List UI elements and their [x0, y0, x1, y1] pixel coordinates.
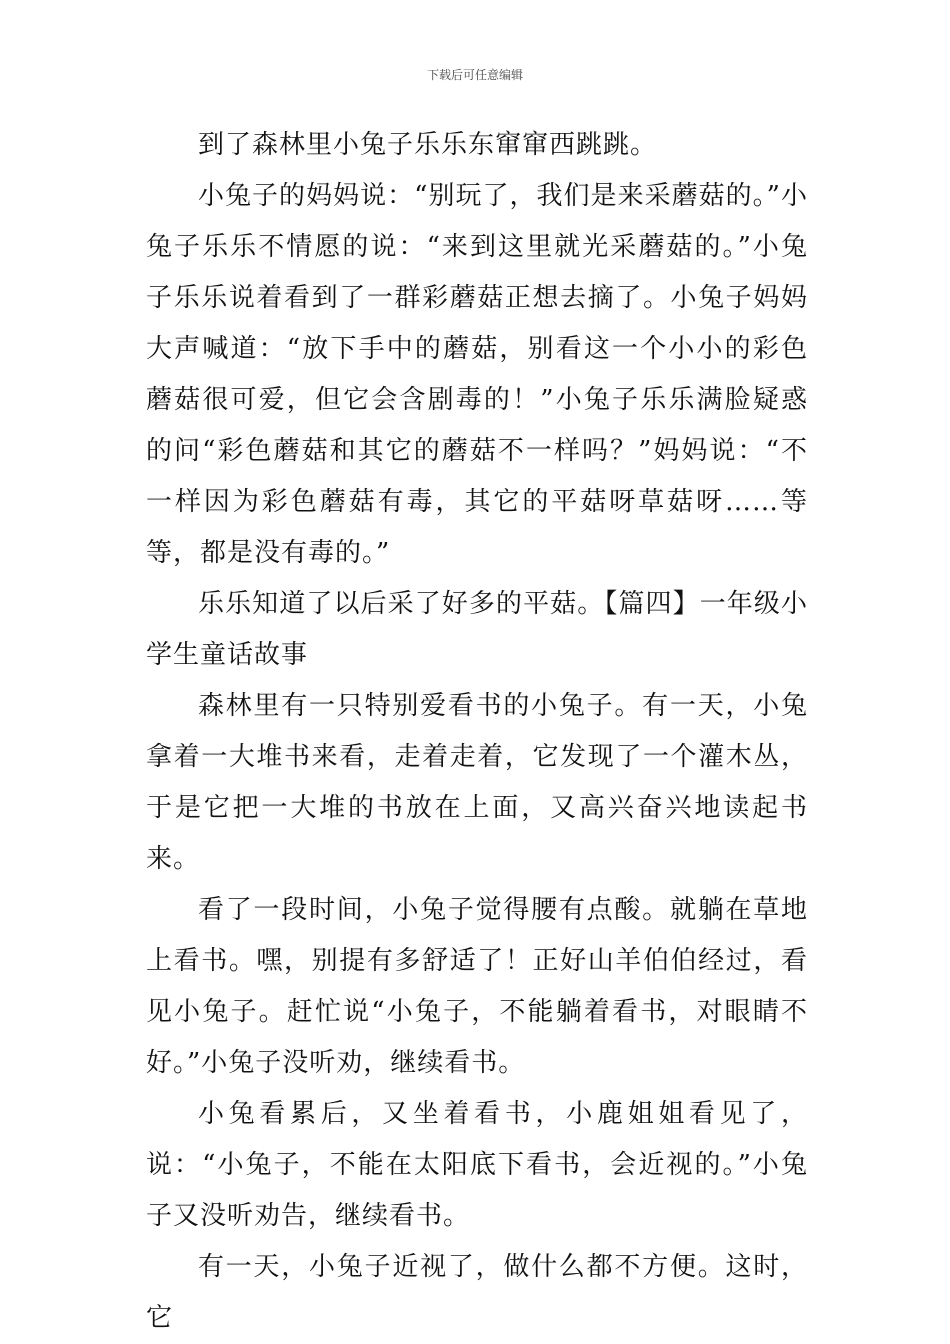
paragraph: 小兔子的妈妈说：“别玩了，我们是来采蘑菇的。”小兔子乐乐不情愿的说：“来到这里就光采蘑菇的。”小兔子乐乐说着看到了一群彩蘑菇正想去摘了。小兔子妈妈大声喊道：“放下手中的蘑菇，别看这一个小小的彩色蘑菇很可爱，但它会含剧毒的！”小兔子乐乐满脸疑惑的问“彩色蘑菇和其它的蘑菇不一样吗？”妈妈说：“不一样因为彩色蘑菇有毒，其它的平菇呀草菇呀……等等，都是没有毒的。” [146, 181, 808, 568]
paragraph: 看了一段时间，小兔子觉得腰有点酸。就躺在草地上看书。嘿，别提有多舒适了！正好山羊伯伯经过，看见小兔子。赶忙说“小兔子，不能躺着看书，对眼睛不好。”小兔子没听劝，继续看书。 [146, 895, 808, 1078]
document-body [146, 120, 808, 1344]
paragraph: 有一天，小兔子近视了，做什么都不方便。这时，它 [146, 1252, 808, 1333]
paragraph: 森林里有一只特别爱看书的小兔子。有一天，小兔拿着一大堆书来看，走着走着，它发现了一个灌木丛，于是它把一大堆的书放在上面，又高兴奋兴地读起书来。 [146, 691, 808, 874]
paragraph: 乐乐知道了以后采了好多的平菇。【篇四】一年级小学生童话故事 [146, 589, 808, 670]
page-header: 下载后可任意编辑 [426, 68, 523, 82]
paragraph: 到了森林里小兔子乐乐东窜窜西跳跳。 [198, 130, 658, 160]
paragraph: 小兔看累后，又坐着看书，小鹿姐姐看见了，说：“小兔子，不能在太阳底下看书，会近视的。”小兔子又没听劝告，继续看书。 [146, 1099, 808, 1231]
